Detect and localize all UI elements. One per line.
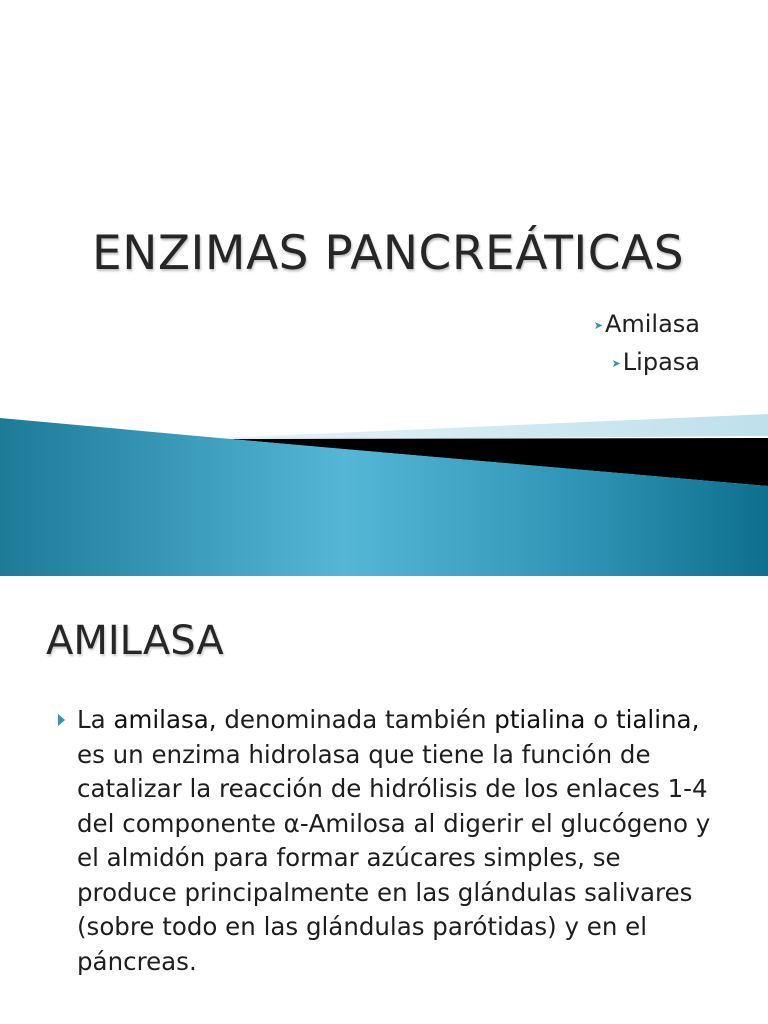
light-stripe xyxy=(220,414,768,440)
subtitle-list xyxy=(594,306,700,382)
keyword-ptialina: ptialina xyxy=(494,705,586,734)
body-paragraph xyxy=(77,703,727,979)
subtitle-item-label: Lipasa xyxy=(622,348,700,376)
keyword-amilasa: amilasa, xyxy=(113,705,217,734)
subtitle-item-amilasa xyxy=(594,306,700,344)
subtitle-item-lipasa xyxy=(594,344,700,382)
text-run: denominada también xyxy=(216,705,495,734)
section-heading: AMILASA xyxy=(46,618,224,664)
text-run: La xyxy=(77,705,114,734)
keyword-tialina: tialina, xyxy=(615,705,700,734)
text-run: es un enzima hidrolasa que tiene la función de catalizar la reacción de hidrólisis de los enlaces 1-4 del componente α-Amilosa al digerir el glucógeno y el almidón para formar azúcares simples, se produce principalmente en las glándulas salivares (sobre todo en las glándulas parótidas) y en el páncreas. xyxy=(77,739,711,976)
decorative-banner xyxy=(0,410,768,576)
slide-title-text: ENZIMAS PANCREÁTICAS xyxy=(92,226,685,281)
text-run: o xyxy=(585,705,616,734)
arrow-bullet-icon: ➤ xyxy=(593,319,603,332)
subtitle-item-label: Amilasa xyxy=(604,310,700,338)
triangle-bullet-icon xyxy=(58,714,65,726)
arrow-bullet-icon: ➤ xyxy=(611,357,621,370)
